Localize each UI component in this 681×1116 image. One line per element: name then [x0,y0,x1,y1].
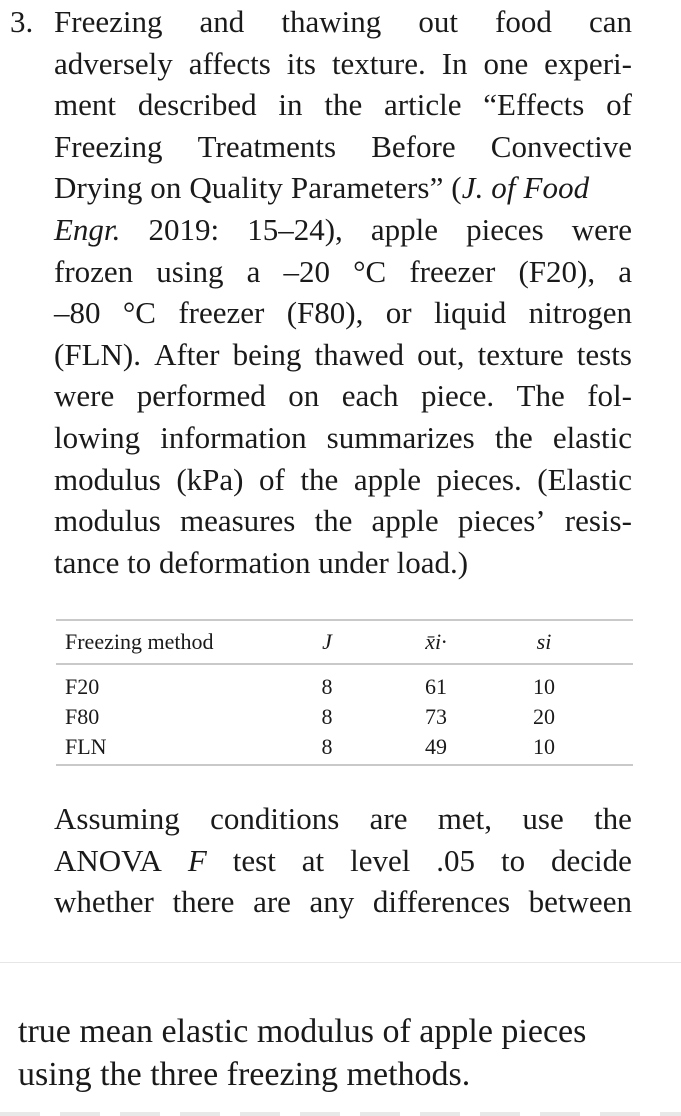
header-freezing-method: Freezing method [65,629,214,654]
word: of [606,87,632,123]
word: Freezing [54,128,163,164]
word: –20 [283,253,330,289]
problem-word: pieces [466,211,544,247]
word: apple [371,503,439,539]
page-bottom-edge [0,1112,681,1116]
word: any [309,884,355,920]
problem-word: were [571,211,632,247]
word: thawed [314,336,405,372]
header-j [316,621,338,663]
word: (FLN). [54,336,141,372]
word: whether [54,884,154,920]
prompt-word: at [301,842,325,878]
word: freezer [409,253,496,289]
continuation-line: using the three freezing methods. [18,1056,471,1093]
problem-line [54,500,632,542]
problem-line [54,126,632,168]
word: nitrogen [528,295,632,331]
question-prompt [54,798,632,923]
word: elastic [552,419,632,455]
word: The [516,378,565,414]
problem-line [54,292,632,334]
word: measures [179,503,296,539]
word: (kPa) [176,461,244,497]
cell-j: 8 [321,704,333,729]
cell-method: FLN [65,734,107,759]
word: Freezing [54,4,163,39]
word: texture [477,336,564,372]
problem-line [54,84,632,126]
word: the [324,87,363,123]
word: use [522,801,564,836]
page-break-divider [0,962,681,963]
header-sd-text: si [536,629,552,654]
word: pieces’ [457,503,546,539]
problem-word: 15–24), [247,211,343,247]
word: In [441,45,468,81]
word: affects [188,45,271,81]
prompt-word: test [232,842,276,878]
prompt-word: to [500,842,526,878]
word: the [494,419,533,455]
word: fol- [587,378,632,414]
word: adversely [54,45,173,81]
word: the [314,503,353,539]
problem-line [54,209,632,251]
word: the [300,461,339,497]
problem-line-last: tance to deformation under load.) [54,544,469,580]
cell-sd: 10 [533,734,555,759]
cell-mean: 49 [425,734,447,759]
word: °C [122,295,156,331]
problem-line [54,334,632,376]
word: its [286,45,316,81]
word: frozen [54,253,134,289]
word: modulus [54,503,161,539]
word: a [618,253,632,289]
problem-statement [54,1,632,583]
problem-line [54,417,632,459]
word: “Effects [483,87,585,123]
problem-line [54,459,632,501]
word: (F80), [286,295,364,331]
word: experi- [544,45,632,81]
word: thawing [281,4,382,39]
word: article [384,87,462,123]
word: the [594,801,632,836]
cell-method: F80 [65,704,100,729]
cell-j: 8 [321,734,333,759]
word: summarizes [326,419,475,455]
cell-mean: 61 [425,674,447,699]
header-sd [524,621,564,663]
word: are [369,801,408,836]
word: Convective [490,128,632,164]
word: tests [576,336,632,372]
word: met, [437,801,493,836]
word: there [172,884,235,920]
word: modulus [54,461,161,497]
word: °C [353,253,387,289]
problem-line [54,375,632,417]
word: pieces. [436,461,522,497]
word: (Elastic [537,461,632,497]
header-mean [416,621,456,663]
word: were [54,378,115,414]
word: can [588,4,632,39]
word: Before [371,128,456,164]
cell-method: F20 [65,674,100,699]
word: one [483,45,529,81]
problem-word: 2019: [148,211,220,247]
problem-line [54,1,632,43]
word: between [528,884,632,920]
problem-line [54,251,632,293]
journal-name: J. of Food [461,170,590,206]
word: differences [372,884,511,920]
problem-word: apple [370,211,439,247]
word: or [385,295,412,331]
f-test-symbol: F [187,842,207,878]
cell-mean: 73 [425,704,447,729]
problem-line [54,43,632,85]
word: out [418,4,458,39]
word: each [341,378,399,414]
prompt-word: ANOVA [54,842,162,878]
cell-sd: 20 [533,704,555,729]
word: and [199,4,245,39]
word: in [278,87,303,123]
journal-abbrev: Engr. [54,211,121,247]
word: on [288,378,320,414]
word: are [253,884,291,920]
word: out, [417,336,465,372]
table-row [56,702,633,732]
table-row [56,732,633,764]
word: of [259,461,285,497]
cell-sd: 10 [533,674,555,699]
continuation-text [18,1010,681,1096]
word: Treatments [197,128,337,164]
prompt-word: level [350,842,411,878]
word: information [160,419,307,455]
continuation-line: true mean elastic modulus of apple pieces [18,1013,587,1050]
word: liquid [433,295,507,331]
prompt-line [54,840,632,882]
table-header [56,621,633,665]
prompt-line [54,881,632,923]
word: performed [136,378,266,414]
problem-line [54,167,632,209]
word: freezer [178,295,265,331]
word: a [246,253,261,289]
word: apple [353,461,421,497]
word: using [156,253,224,289]
word: conditions [210,801,340,836]
problem-text-run: Drying on Quality Parameters” ( [54,170,462,206]
word: described [137,87,257,123]
word: lowing [54,419,141,455]
word: food [495,4,552,39]
prompt-word: decide [551,842,632,878]
word: being [232,336,302,372]
word: texture. [331,45,426,81]
word: Assuming [54,801,180,836]
table-row [56,672,633,702]
word: resis- [564,503,632,539]
prompt-word: .05 [436,842,476,878]
data-table [56,619,633,766]
word: (F20), [518,253,596,289]
word: piece. [420,378,495,414]
word: –80 [54,295,101,331]
prompt-line [54,798,632,840]
header-mean-text: x̄i· [425,629,447,654]
word: After [154,336,220,372]
word: ment [54,87,116,123]
cell-j: 8 [321,674,333,699]
header-j-text: J [322,629,332,654]
problem-number: 3. [10,4,34,39]
